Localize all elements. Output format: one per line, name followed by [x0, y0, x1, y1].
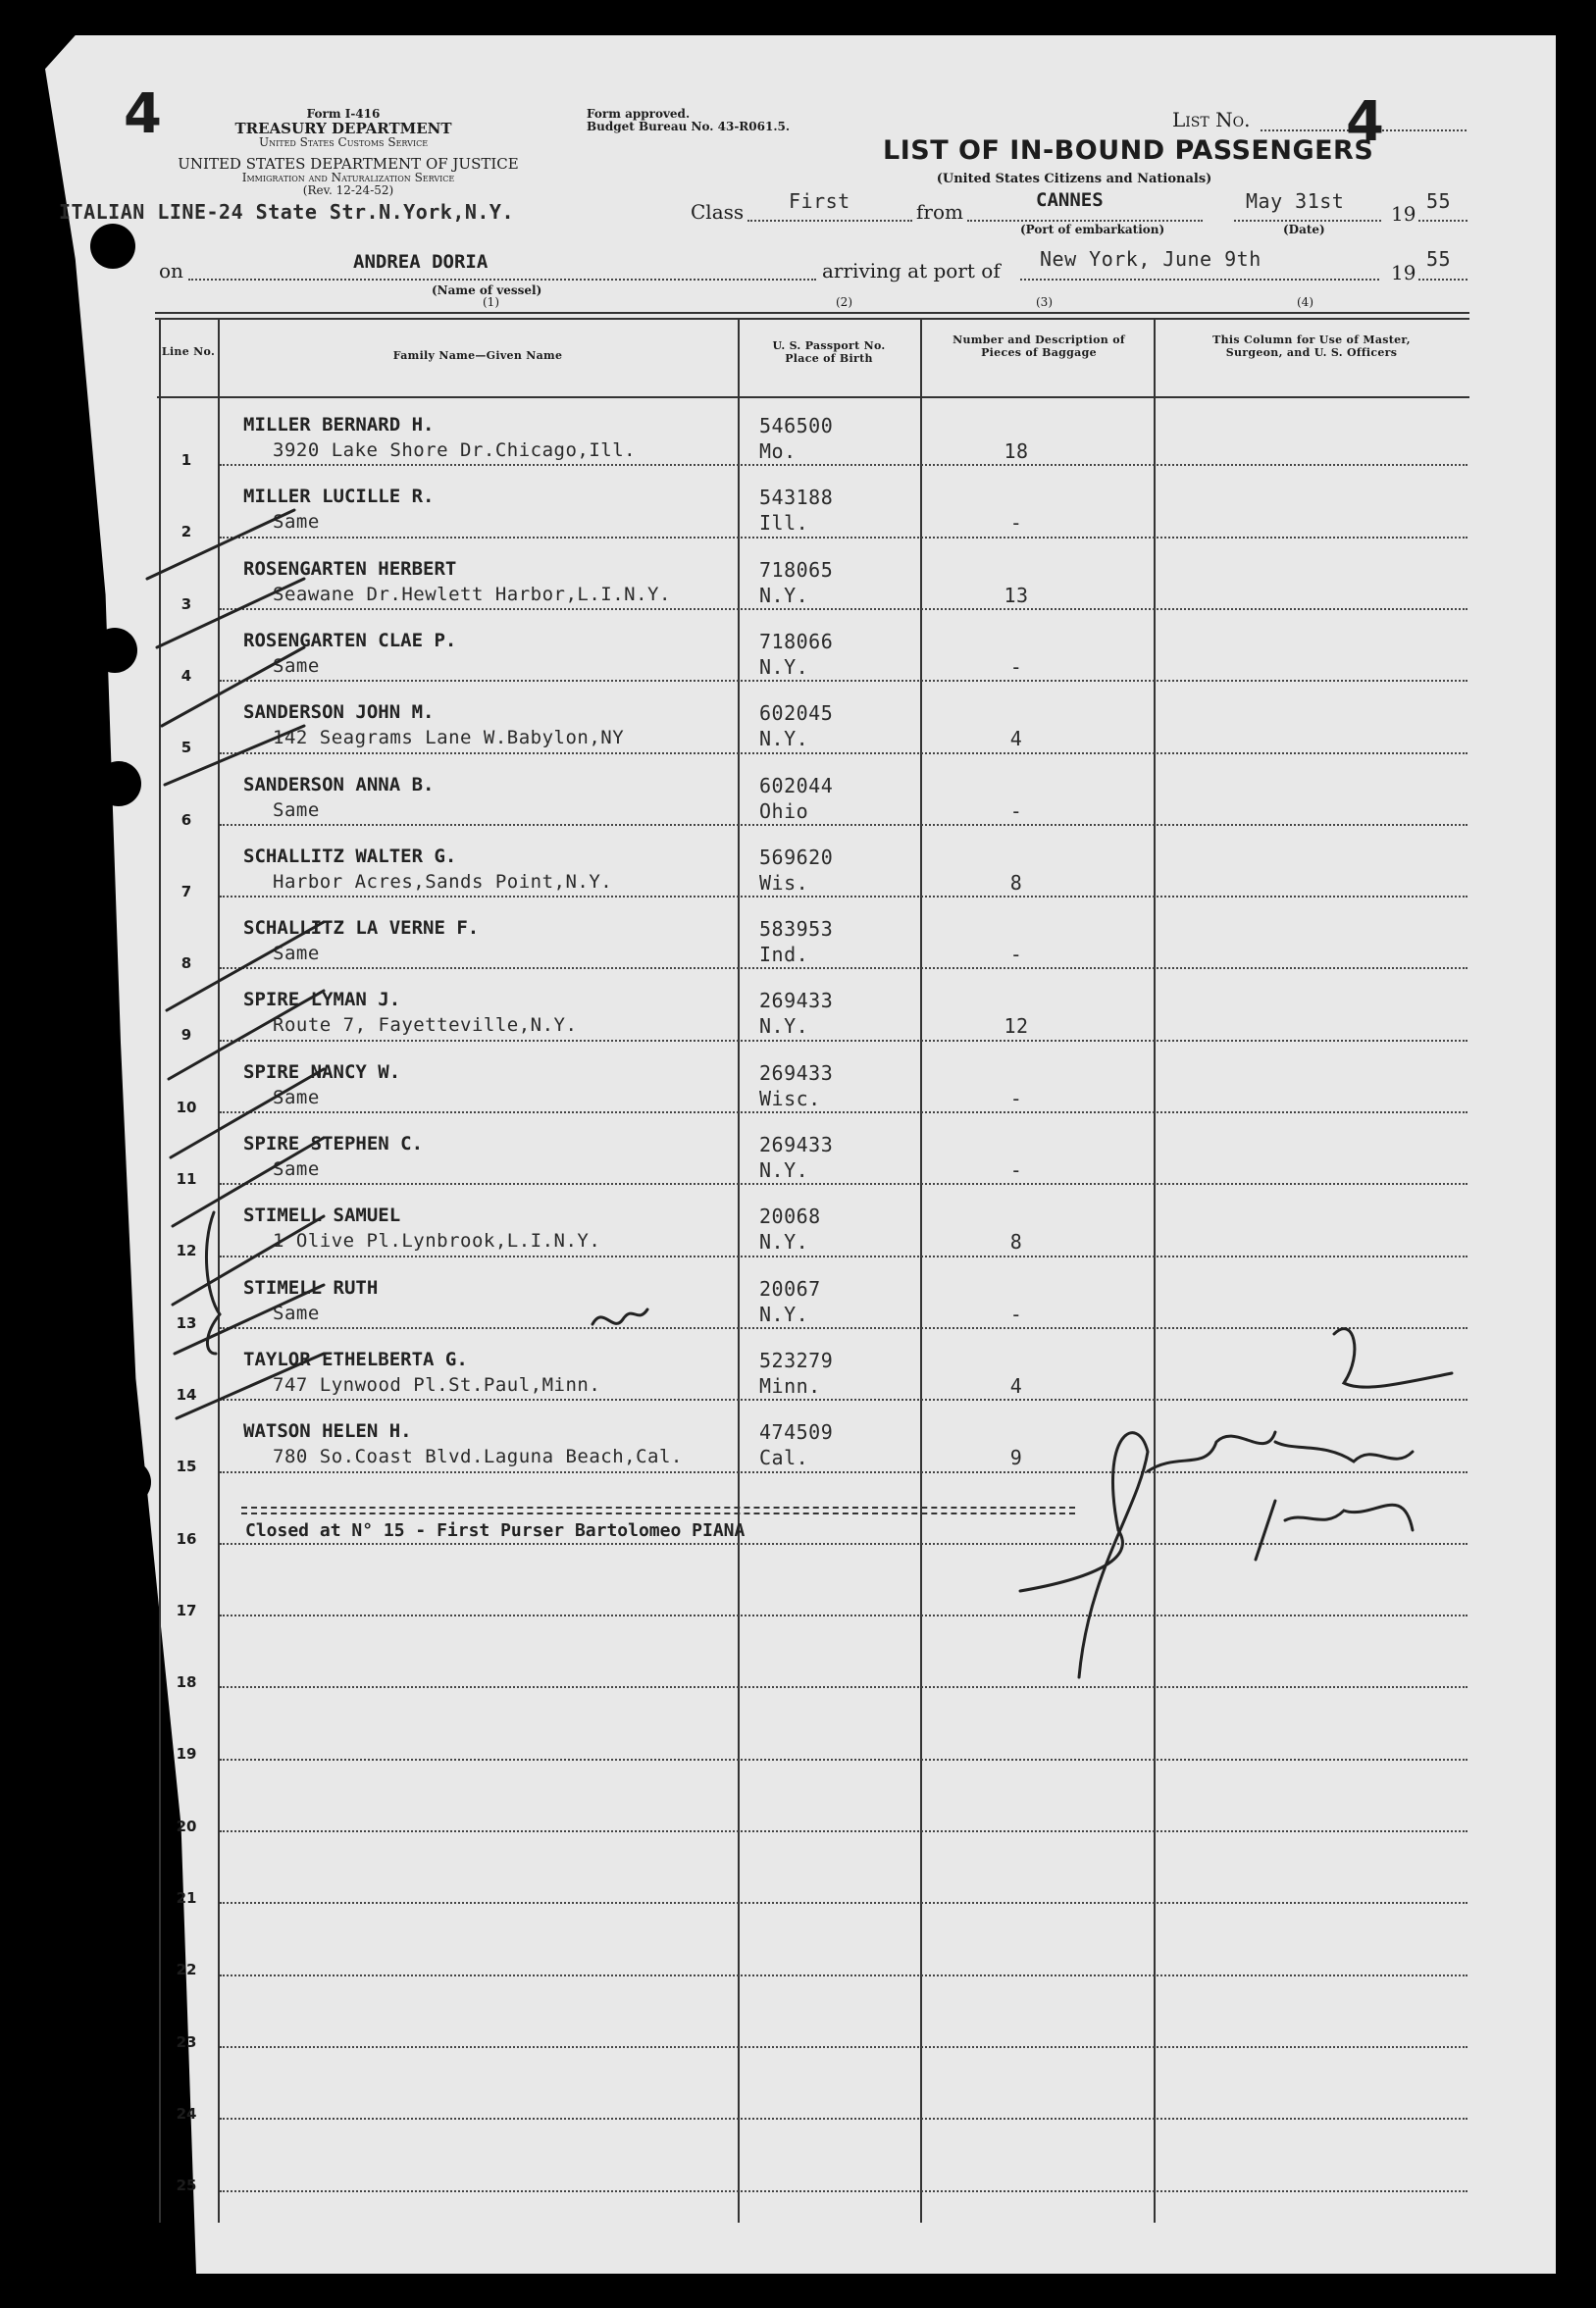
- passport-number: 269433: [759, 1133, 834, 1156]
- passenger-address: Same: [273, 1086, 320, 1108]
- passenger-address: Same: [273, 798, 320, 821]
- year-prefix: 19: [1391, 202, 1416, 226]
- date-value: May 31st: [1246, 189, 1345, 213]
- line-number: 8: [180, 954, 192, 973]
- passport-number: 523279: [759, 1348, 834, 1372]
- passenger-address: Same: [273, 1158, 320, 1180]
- passenger-address: 3920 Lake Shore Dr.Chicago,Ill.: [273, 439, 637, 461]
- passenger-name: SCHALLITZ LA VERNE F.: [243, 917, 480, 940]
- passport-number: 474509: [759, 1420, 834, 1445]
- year-value: 55: [1426, 189, 1452, 213]
- passenger-name: MILLER LUCILLE R.: [243, 486, 435, 508]
- passport-number: 569620: [759, 845, 834, 869]
- passenger-address: 747 Lynwood Pl.St.Paul,Minn.: [273, 1373, 601, 1396]
- dept-justice: UNITED STATES DEPARTMENT OF JUSTICE: [178, 155, 519, 173]
- place-of-birth: Ind.: [759, 943, 809, 967]
- baggage-count: 18: [1004, 439, 1029, 463]
- baggage-count: -: [1009, 654, 1023, 679]
- passport-number: 718065: [759, 557, 834, 582]
- agent-address: ITALIAN LINE-24 State Str.N.York,N.Y.: [59, 200, 515, 224]
- passenger-address: Route 7, Fayetteville,N.Y.: [273, 1014, 578, 1037]
- passenger-name: SPIRE NANCY W.: [243, 1060, 401, 1083]
- arrival-value: New York, June 9th: [1040, 247, 1261, 271]
- col-header-line: Line No.: [161, 345, 216, 358]
- line-number: 22: [176, 1961, 197, 1979]
- place-of-birth: Wisc.: [759, 1086, 821, 1110]
- place-of-birth: Mo.: [759, 439, 797, 463]
- line-number: 19: [176, 1745, 197, 1764]
- baggage-count: -: [1009, 1158, 1023, 1182]
- line-number: 17: [176, 1601, 197, 1619]
- passenger-name: SPIRE LYMAN J.: [243, 989, 401, 1011]
- line-number: 25: [176, 2177, 197, 2195]
- passenger-name: SANDERSON JOHN M.: [243, 701, 435, 724]
- passenger-name: SPIRE STEPHEN C.: [243, 1133, 424, 1154]
- from-value: CANNES: [1036, 189, 1104, 211]
- vessel-col-num: (1): [483, 295, 499, 309]
- corner-mark: 4: [124, 82, 162, 146]
- line-number: 1: [180, 451, 192, 469]
- passenger-address: Same: [273, 511, 320, 534]
- date-caption: (Date): [1283, 223, 1325, 236]
- col-num-4: (4): [1297, 295, 1313, 309]
- on-label: on: [159, 259, 183, 282]
- line-number: 4: [180, 666, 192, 685]
- passenger-name: SANDERSON ANNA B.: [243, 773, 435, 795]
- passenger-address: Same: [273, 1302, 320, 1324]
- passenger-name: TAYLOR ETHELBERTA G.: [243, 1348, 468, 1370]
- line-number: 20: [176, 1817, 197, 1835]
- col-num-2: (2): [836, 295, 852, 309]
- passenger-name: STIMELL SAMUEL: [243, 1205, 401, 1227]
- col-header-officers: This Column for Use of Master, Surgeon, and U. S. Officers: [1212, 333, 1411, 359]
- arriving-label: arriving at port of: [822, 259, 1001, 282]
- page-subtitle: (United States Citizens and Nationals): [936, 172, 1212, 186]
- line-number: 7: [180, 882, 192, 900]
- line-number: 18: [176, 1673, 197, 1692]
- year2-prefix: 19: [1391, 261, 1416, 284]
- vessel-value: ANDREA DORIA: [353, 251, 489, 273]
- line-number: 15: [176, 1458, 197, 1476]
- place-of-birth: Wis.: [759, 870, 809, 895]
- line-number: 3: [180, 594, 192, 613]
- class-label: Class: [691, 200, 745, 224]
- place-of-birth: Cal.: [759, 1446, 809, 1470]
- place-of-birth: N.Y.: [759, 1230, 809, 1255]
- col-header-baggage: Number and Description of Pieces of Baggage: [952, 333, 1125, 359]
- place-of-birth: N.Y.: [759, 583, 809, 607]
- vessel-caption: (Name of vessel): [432, 283, 542, 297]
- baggage-count: 12: [1004, 1014, 1029, 1039]
- passport-number: 20067: [759, 1276, 821, 1301]
- list-no-value: 4: [1346, 90, 1384, 154]
- baggage-count: -: [1009, 1086, 1023, 1110]
- passport-number: 602045: [759, 701, 834, 726]
- form-number: Form I-416: [306, 107, 381, 121]
- col-num-3: (3): [1036, 295, 1053, 309]
- baggage-count: -: [1009, 1302, 1023, 1326]
- revision: (Rev. 12-24-52): [302, 183, 394, 197]
- passenger-name: SCHALLITZ WALTER G.: [243, 845, 457, 867]
- place-of-birth: N.Y.: [759, 1014, 809, 1039]
- baggage-count: 4: [1009, 1373, 1023, 1398]
- passenger-address: Seawane Dr.Hewlett Harbor,L.I.N.Y.: [273, 583, 671, 605]
- place-of-birth: Ohio: [759, 798, 809, 823]
- from-label: from: [916, 200, 963, 224]
- closure-note: Closed at N° 15 - First Purser Bartolomeo PIANA: [245, 1519, 746, 1541]
- line-number: 6: [180, 810, 192, 829]
- passenger-name: ROSENGARTEN CLAE P.: [243, 629, 457, 651]
- passport-number: 20068: [759, 1205, 821, 1229]
- baggage-count: 8: [1009, 870, 1023, 895]
- passenger-name: STIMELL RUTH: [243, 1276, 379, 1299]
- passport-number: 583953: [759, 917, 834, 942]
- place-of-birth: Minn.: [759, 1373, 821, 1398]
- passport-number: 718066: [759, 629, 834, 653]
- passenger-address: Same: [273, 943, 320, 965]
- passenger-address: 780 So.Coast Blvd.Laguna Beach,Cal.: [273, 1446, 683, 1468]
- class-value: First: [789, 189, 850, 213]
- baggage-count: 9: [1009, 1446, 1023, 1470]
- place-of-birth: N.Y.: [759, 1302, 809, 1326]
- passport-number: 546500: [759, 414, 834, 437]
- baggage-count: -: [1009, 943, 1023, 967]
- passport-number: 602044: [759, 773, 834, 797]
- line-number: 9: [180, 1026, 192, 1045]
- line-number: 21: [176, 1889, 197, 1907]
- line-number: 13: [176, 1313, 197, 1332]
- passenger-address: Same: [273, 654, 320, 677]
- baggage-count: 13: [1004, 583, 1029, 607]
- place-of-birth: N.Y.: [759, 727, 809, 751]
- line-number: 23: [176, 2032, 197, 2051]
- line-number: 14: [176, 1385, 197, 1404]
- passenger-name: ROSENGARTEN HERBERT: [243, 557, 457, 580]
- line-number: 24: [176, 2104, 197, 2123]
- year2-value: 55: [1426, 247, 1452, 271]
- passport-number: 269433: [759, 1060, 834, 1085]
- place-of-birth: Ill.: [759, 511, 809, 536]
- passport-number: 269433: [759, 989, 834, 1013]
- col-header-passport: U. S. Passport No. Place of Birth: [772, 339, 886, 365]
- page-title: LIST OF IN-BOUND PASSENGERS: [883, 135, 1374, 166]
- list-no-label: List No.: [1172, 108, 1251, 131]
- baggage-count: 8: [1009, 1230, 1023, 1255]
- line-number: 16: [176, 1529, 197, 1548]
- passport-number: 543188: [759, 486, 834, 510]
- passenger-name: MILLER BERNARD H.: [243, 414, 435, 436]
- baggage-count: -: [1009, 511, 1023, 536]
- line-number: 10: [176, 1098, 197, 1116]
- passenger-address: Harbor Acres,Sands Point,N.Y.: [273, 870, 613, 893]
- line-number: 2: [180, 523, 192, 541]
- line-number: 12: [176, 1242, 197, 1260]
- passenger-name: WATSON HELEN H.: [243, 1420, 412, 1443]
- dept-treasury: TREASURY DEPARTMENT: [234, 120, 452, 137]
- dept-treasury-sub: United States Customs Service: [258, 135, 429, 149]
- baggage-count: -: [1009, 798, 1023, 823]
- line-number: 5: [180, 739, 192, 757]
- passenger-address: 1 Olive Pl.Lynbrook,L.I.N.Y.: [273, 1230, 601, 1253]
- baggage-count: 4: [1009, 727, 1023, 751]
- line-number: 11: [176, 1170, 197, 1188]
- dept-justice-sub: Immigration and Naturalization Service: [241, 171, 455, 184]
- budget-bureau: Budget Bureau No. 43-R061.5.: [587, 120, 791, 133]
- place-of-birth: N.Y.: [759, 1158, 809, 1182]
- place-of-birth: N.Y.: [759, 654, 809, 679]
- embark-caption: (Port of embarkation): [1020, 223, 1165, 236]
- passenger-address: 142 Seagrams Lane W.Babylon,NY: [273, 727, 625, 749]
- form-approved: Form approved.: [587, 107, 691, 121]
- col-header-name: Family Name—Given Name: [392, 349, 563, 362]
